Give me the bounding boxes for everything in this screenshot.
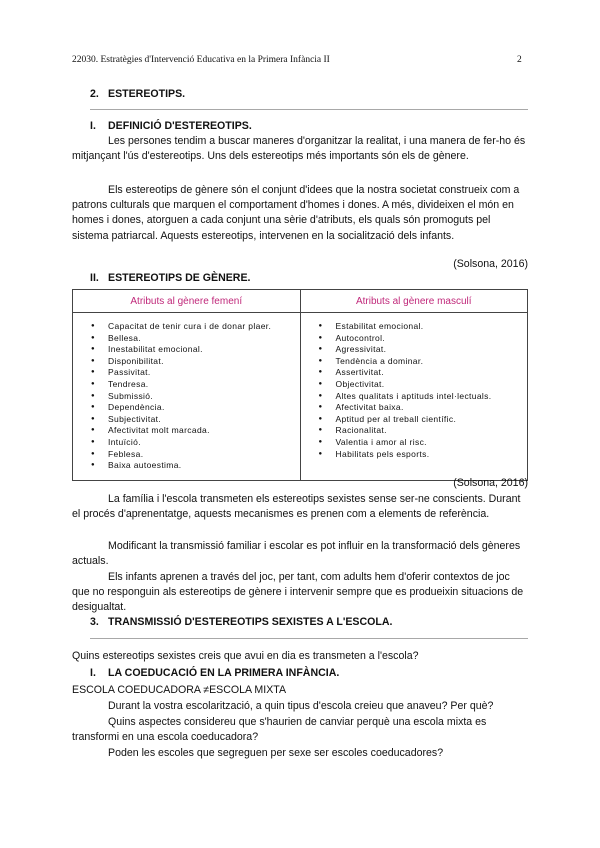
question: Quins estereotips sexistes creis que avui en dia es transmeten a l'escola? xyxy=(72,650,419,662)
list-item: ● Feblesa. xyxy=(91,449,296,461)
subsection-2-title: ESTEREOTIPS DE GÈNERE. xyxy=(108,272,251,284)
list-item: ● Valentia i amor al risc. xyxy=(319,437,524,449)
list-item: ● Bellesa. xyxy=(91,333,296,345)
list-item: ● Submissió. xyxy=(91,391,296,403)
paragraph: Els infants aprenen a través del joc, per tant, com adults hem d'oferir contextos de joc que no responguin als estereotips de gènere i intervenir sempre que es produeixin situacions de desigualtat. xyxy=(72,571,524,614)
list-item: ● Baixa autoestima. xyxy=(91,460,296,472)
list-item: ● Intuïció. xyxy=(91,437,296,449)
paragraph: Les persones tendim a buscar maneres d'organitzar la realitat, i una manera de fer-ho és mitjançant l'ús d'estereotips. Uns dels estereotips més importants són els de gènere. xyxy=(72,135,526,163)
list-item: ● Afectivitat molt marcada. xyxy=(91,425,296,437)
paragraph: La família i l'escola transmeten els estereotips sexistes sense ser-ne conscients. Durant el procés d'aprenentatge, aquests mecanismes es prenen com a elements de referència. xyxy=(72,493,521,521)
divider xyxy=(90,638,528,639)
subsection-3-title: LA COEDUCACIÓ EN LA PRIMERA INFÀNCIA. xyxy=(108,667,340,679)
list-item: ● Racionalitat. xyxy=(319,425,524,437)
subsection-2-number: II. xyxy=(90,272,99,284)
subsection-1-title: DEFINICIÓ D'ESTEREOTIPS. xyxy=(108,120,252,132)
list-item: ● Estabilitat emocional. xyxy=(319,321,524,333)
page-number: 2 xyxy=(517,55,522,65)
divider xyxy=(90,109,528,110)
male-attributes-list xyxy=(319,321,524,460)
list-item: ● Assertivitat. xyxy=(319,367,524,379)
list-item: ● Capacitat de tenir cura i de donar plaer. xyxy=(91,321,296,333)
paragraph: Els estereotips de gènere són el conjunt d'idees que la nostra societat construeix com a patrons culturals que marquen el comportament d'homes i dones. A més, divideixen el món en homes i dones, atorguen a cada conjunt una sèrie d'atributs, els quals són promoguts pel sistema patriarcal. Aquests estereotips, intervenen en la socialització dels infants. xyxy=(72,184,520,242)
section-2-title: ESTEREOTIPS. xyxy=(108,88,186,100)
female-attributes-list xyxy=(91,321,296,472)
reflection-question: Poden les escoles que segreguen per sexe ser escoles coeducadores? xyxy=(108,747,444,759)
running-header: 22030. Estratègies d'Intervenció Educativa en la Primera Infància II xyxy=(72,55,330,65)
list-item: ● Objectivitat. xyxy=(319,379,524,391)
equation-line: ESCOLA COEDUCADORA ≠ESCOLA MIXTA xyxy=(72,684,287,696)
reflection-question: Quins aspectes considereu que s'haurien de canviar perquè una escola mixta es transformi en una escola coeducadora? xyxy=(72,716,487,744)
reflection-question: Durant la vostra escolarització, a quin tipus d'escola creieu que anaveu? Per què? xyxy=(108,700,494,712)
section-2-number: 2. xyxy=(90,88,99,100)
col-header-female: Atributs al gènere femení xyxy=(73,290,301,313)
list-item: ● Tendresa. xyxy=(91,379,296,391)
list-item: ● Inestabilitat emocional. xyxy=(91,344,296,356)
section-3-number: 3. xyxy=(90,616,99,628)
citation: (Solsona, 2016) xyxy=(453,477,528,489)
male-attributes-cell xyxy=(300,313,528,481)
female-attributes-cell xyxy=(73,313,301,481)
list-item: ● Tendència a dominar. xyxy=(319,356,524,368)
gender-attributes-table xyxy=(72,289,528,481)
list-item: ● Altes qualitats i aptituds intel·lectuals. xyxy=(319,391,524,403)
col-header-male: Atributs al gènere masculí xyxy=(300,290,528,313)
citation: (Solsona, 2016) xyxy=(453,258,528,270)
list-item: ● Passivitat. xyxy=(91,367,296,379)
list-item: ● Habilitats pels esports. xyxy=(319,449,524,461)
list-item: ● Aptitud per al treball científic. xyxy=(319,414,524,426)
paragraph: Modificant la transmissió familiar i escolar es pot influir en la transformació dels gèneres actuals. xyxy=(72,540,521,568)
list-item: ● Autocontrol. xyxy=(319,333,524,345)
list-item: ● Subjectivitat. xyxy=(91,414,296,426)
list-item: ● Dependència. xyxy=(91,402,296,414)
subsection-3-number: I. xyxy=(90,667,96,679)
list-item: ● Agressivitat. xyxy=(319,344,524,356)
list-item: ● Afectivitat baixa. xyxy=(319,402,524,414)
subsection-1-number: I. xyxy=(90,120,96,132)
section-3-title: TRANSMISSIÓ D'ESTEREOTIPS SEXISTES A L'ESCOLA. xyxy=(108,616,393,628)
list-item: ● Disponibilitat. xyxy=(91,356,296,368)
